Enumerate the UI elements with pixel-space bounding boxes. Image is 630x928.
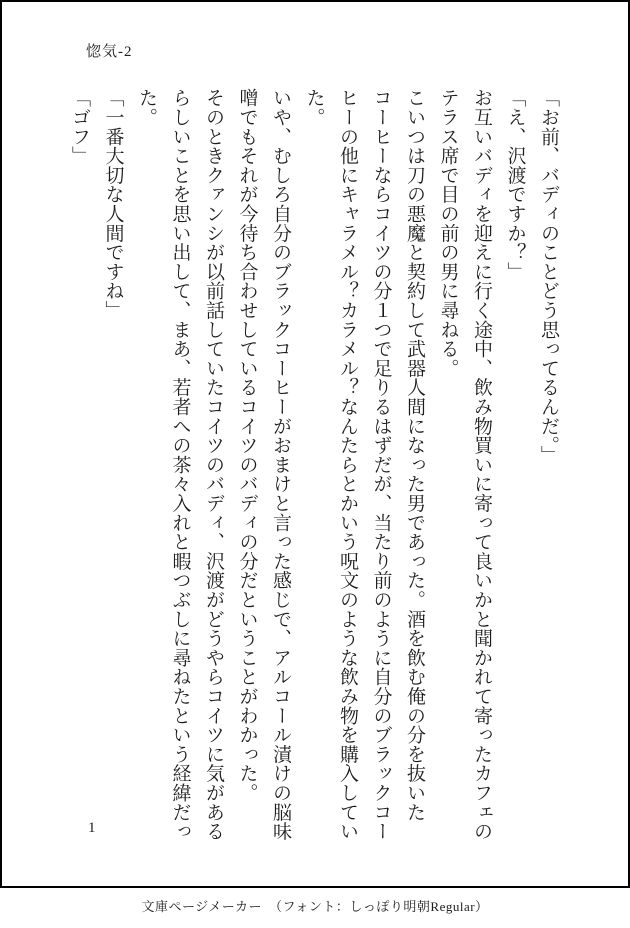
text-line: 「一番大切な人間ですね」 bbox=[102, 88, 124, 320]
text-line: お互いバディを迎えに行く途中、飲み物買いに寄って良いかと聞かれて寄ったカフェの bbox=[471, 88, 492, 841]
text-line: いや、むしろ自分のブラックコーヒーがおまけと言った感じで、アルコール漬けの脳味 bbox=[270, 88, 291, 841]
text-line: テラス席で目の前の男に尋ねる。 bbox=[437, 88, 459, 378]
text-line: た。 bbox=[136, 88, 157, 127]
text-line: らしいことを思い出して、まあ、若者への茶々入れと暇つぶしに尋ねたという経緯だっ bbox=[169, 88, 191, 841]
page-title: 惚気-2 bbox=[86, 44, 133, 60]
text-line: た。 bbox=[303, 88, 325, 127]
text-line: こいつは刀の悪魔と契約して武器人間になった男であった。酒を飲む俺の分を抜いた bbox=[404, 88, 425, 822]
text-line: 噌でもそれが今待ち合わせしているコイツのバディの分だということがわかった。 bbox=[236, 88, 258, 803]
text-line: そのときクァンシが以前話していたコイツのバディ、沢渡がどうやらコイツに気がある bbox=[203, 88, 224, 841]
text-line: 「お前、バディのことどう思ってるんだ。」 bbox=[538, 88, 559, 465]
footer-caption: 文庫ページメーカー （フォント：しっぽり明朝Regular） bbox=[141, 899, 489, 914]
text-line: 「え、沢渡ですか？」 bbox=[504, 88, 526, 281]
page-number: 1 bbox=[88, 820, 96, 836]
text-line: ヒーの他にキャラメル？カラメル？なんたらとかいう呪文のような飲み物を購入してい bbox=[337, 88, 358, 841]
text-line: 「ゴフ」 bbox=[69, 88, 90, 166]
main-text bbox=[63, 88, 566, 841]
text-line: コーヒーならコイツの分１つで足りるはずだが、当たり前のように自分のブラックコー bbox=[370, 88, 392, 841]
